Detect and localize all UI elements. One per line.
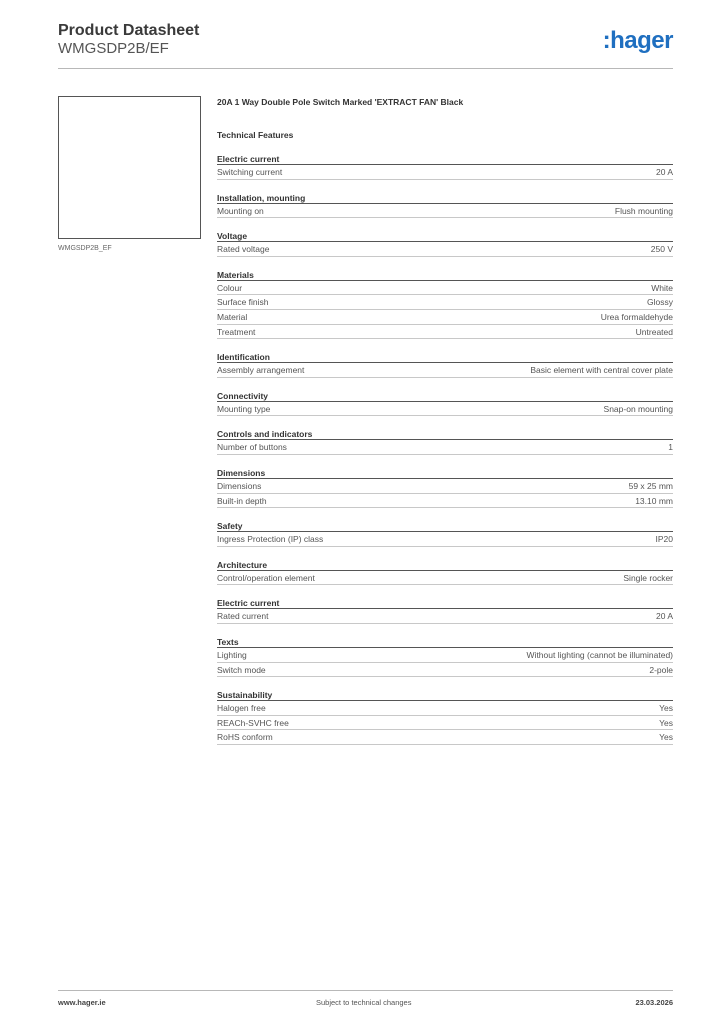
section-heading: Installation, mounting — [217, 192, 673, 204]
feature-row — [217, 440, 673, 455]
feature-label: Ingress Protection (IP) class — [217, 534, 324, 545]
feature-row — [217, 295, 673, 310]
feature-label: Mounting on — [217, 205, 264, 216]
technical-features-title: Technical Features — [217, 130, 294, 140]
feature-value: Glossy — [647, 297, 673, 308]
product-title: 20A 1 Way Double Pole Switch Marked 'EXTRACT FAN' Black — [217, 97, 464, 107]
feature-row — [217, 716, 673, 731]
feature-row — [217, 325, 673, 340]
feature-row — [217, 242, 673, 257]
feature-row — [217, 165, 673, 180]
feature-label: Mounting type — [217, 403, 271, 414]
product-code: WMGSDP2B/EF — [58, 40, 169, 57]
feature-label: Rated current — [217, 611, 269, 622]
feature-section — [217, 636, 673, 677]
feature-label: Control/operation element — [217, 572, 315, 583]
feature-section — [217, 597, 673, 624]
feature-label: REACh-SVHC free — [217, 717, 289, 728]
footer-date: 23.03.2026 — [635, 998, 673, 1007]
section-heading: Connectivity — [217, 390, 673, 402]
header-divider — [58, 68, 673, 69]
section-heading: Electric current — [217, 597, 673, 609]
section-heading: Controls and indicators — [217, 428, 673, 440]
feature-section — [217, 467, 673, 508]
section-heading: Architecture — [217, 559, 673, 571]
section-heading: Electric current — [217, 153, 673, 165]
feature-value: 20 A — [655, 167, 673, 177]
feature-row — [217, 204, 673, 219]
feature-row — [217, 648, 673, 663]
feature-label: Lighting — [217, 649, 247, 660]
section-heading: Voltage — [217, 230, 673, 242]
section-heading: Texts — [217, 636, 673, 648]
feature-value: Untreated — [635, 326, 673, 337]
feature-label: Material — [217, 311, 248, 322]
feature-value: 2-pole — [649, 664, 673, 675]
feature-value: 20 A — [655, 611, 673, 622]
feature-value: Without lighting (cannot be illuminated) — [526, 649, 673, 660]
feature-row — [217, 532, 673, 547]
feature-label: Assembly arrangement — [217, 365, 305, 376]
feature-label: Halogen free — [217, 703, 266, 714]
feature-row — [217, 494, 673, 509]
feature-label: Switching current — [217, 167, 283, 177]
section-heading: Materials — [217, 269, 673, 281]
feature-label: Dimensions — [217, 480, 262, 491]
feature-value: 250 V — [650, 244, 673, 255]
feature-row — [217, 609, 673, 624]
feature-label: Rated voltage — [217, 244, 270, 255]
feature-section — [217, 428, 673, 455]
feature-section — [217, 269, 673, 339]
feature-value: 59 x 25 mm — [628, 480, 673, 491]
feature-section — [217, 689, 673, 745]
feature-row — [217, 310, 673, 325]
footer-website: www.hager.ie — [58, 998, 106, 1007]
feature-section — [217, 559, 673, 586]
page-header — [58, 22, 673, 68]
feature-row — [217, 571, 673, 586]
hager-logo: :hager — [602, 27, 673, 54]
feature-row — [217, 663, 673, 678]
feature-value: IP20 — [655, 534, 673, 545]
feature-value: 13.10 mm — [635, 495, 673, 506]
feature-label: Switch mode — [217, 664, 266, 675]
section-heading: Dimensions — [217, 467, 673, 479]
section-heading: Identification — [217, 351, 673, 363]
feature-value: Flush mounting — [614, 205, 673, 216]
product-image-placeholder — [58, 96, 201, 239]
feature-value: Yes — [659, 717, 673, 728]
feature-section — [217, 520, 673, 547]
feature-row — [217, 479, 673, 494]
feature-row — [217, 402, 673, 417]
document-title: Product Datasheet — [58, 22, 200, 39]
feature-row — [217, 281, 673, 296]
feature-section — [217, 230, 673, 257]
product-image-caption: WMGSDP2B_EF — [58, 245, 112, 252]
feature-value: Basic element with central cover plate — [530, 365, 673, 376]
feature-value: Single rocker — [623, 572, 673, 583]
feature-label: Treatment — [217, 326, 256, 337]
feature-section — [217, 153, 673, 180]
feature-row — [217, 730, 673, 745]
feature-section — [217, 351, 673, 378]
feature-sections — [217, 153, 673, 745]
feature-value: Yes — [659, 703, 673, 714]
feature-label: Colour — [217, 282, 243, 293]
section-heading: Safety — [217, 520, 673, 532]
feature-label: Built-in depth — [217, 495, 267, 506]
feature-row — [217, 363, 673, 378]
feature-label: Number of buttons — [217, 442, 287, 453]
feature-value: White — [651, 282, 673, 293]
feature-label: RoHS conform — [217, 732, 273, 743]
section-heading: Sustainability — [217, 689, 673, 701]
footer-divider — [58, 990, 673, 991]
feature-value: Urea formaldehyde — [600, 311, 673, 322]
datasheet-content — [217, 96, 673, 745]
feature-value: Snap-on mounting — [603, 403, 673, 414]
feature-row — [217, 701, 673, 716]
feature-value: 1 — [668, 442, 673, 453]
feature-section — [217, 390, 673, 417]
feature-value: Yes — [659, 732, 673, 743]
footer-notice: Subject to technical changes — [316, 998, 412, 1007]
feature-label: Surface finish — [217, 297, 269, 308]
feature-section — [217, 192, 673, 219]
